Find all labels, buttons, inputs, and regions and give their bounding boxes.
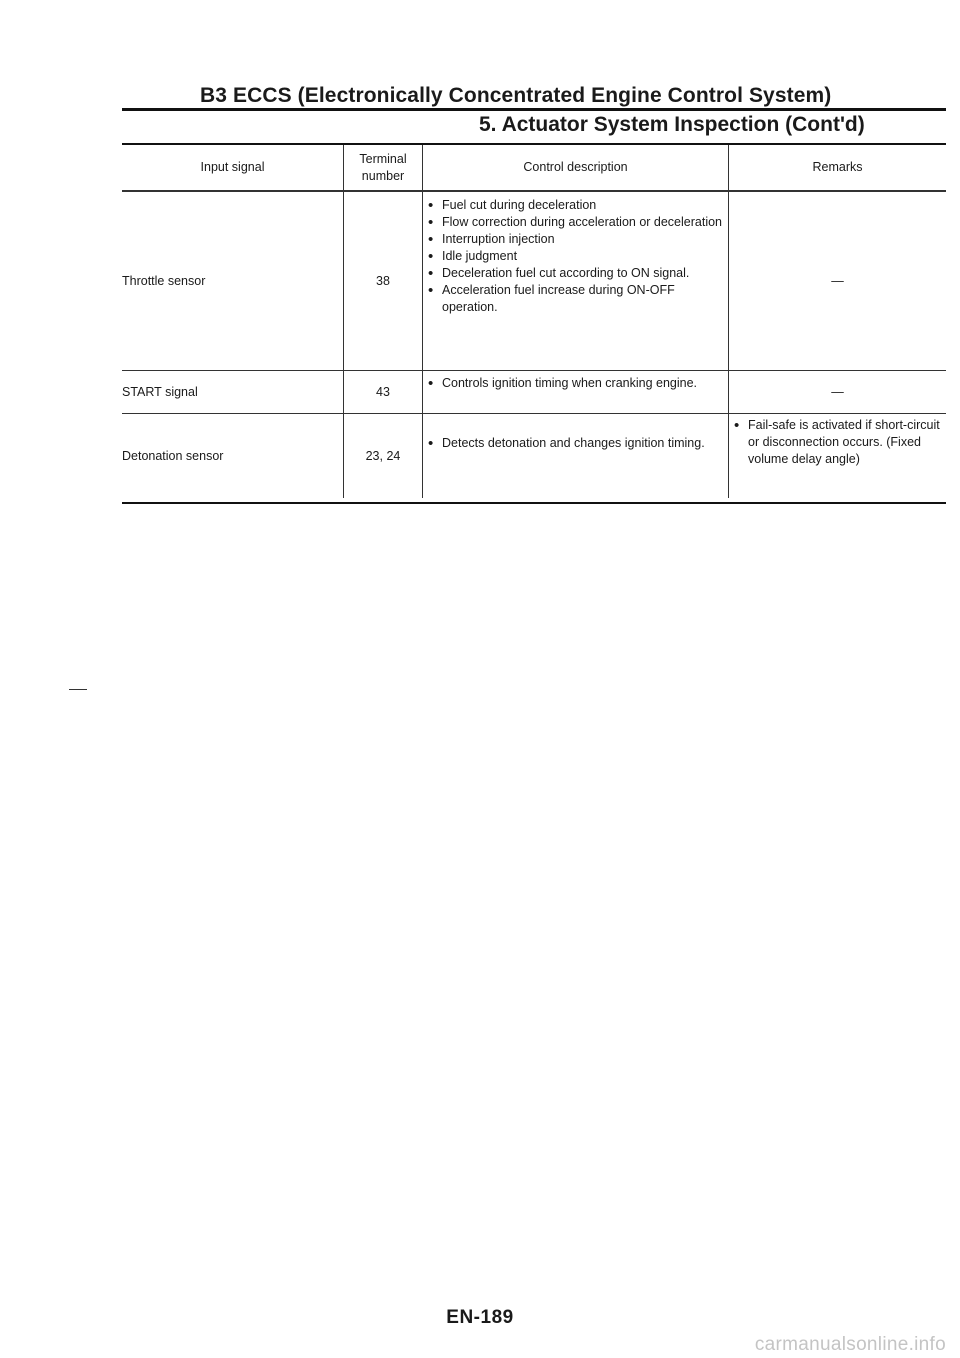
header-remarks: Remarks — [728, 145, 946, 190]
remarks-cell: — — [728, 192, 946, 370]
terminal-cell: 43 — [343, 371, 422, 413]
table-row — [122, 413, 946, 498]
description-cell — [422, 414, 728, 498]
table-bottom-rule — [122, 502, 946, 504]
description-item: • Flow correction during acceleration or deceleration — [428, 214, 722, 231]
remarks-cell — [728, 414, 946, 498]
terminal-cell: 38 — [343, 192, 422, 370]
spec-table — [122, 145, 946, 498]
input-signal-cell: Throttle sensor — [122, 273, 206, 288]
header-terminal-number: Terminal number — [343, 145, 422, 190]
title-rule — [122, 108, 946, 111]
remarks-cell: — — [728, 371, 946, 413]
input-signal-cell: Detonation sensor — [122, 448, 224, 463]
margin-mark — [69, 689, 87, 690]
input-signal-cell: START signal — [122, 384, 198, 399]
page-number: EN-189 — [446, 1307, 514, 1328]
description-cell — [422, 371, 728, 413]
description-item: • Fuel cut during deceleration — [428, 197, 722, 214]
description-item: • Deceleration fuel cut according to ON signal. — [428, 265, 722, 282]
watermark: carmanualsonline.info — [754, 1334, 946, 1355]
description-item: • Interruption injection — [428, 231, 722, 248]
page-title: B3 ECCS (Electronically Concentrated Engine Control System) — [200, 84, 832, 107]
terminal-cell: 23, 24 — [343, 414, 422, 498]
remarks-item: • Fail-safe is activated if short-circuit or disconnection occurs. (Fixed volume delay angle) — [734, 417, 940, 468]
header-input-signal: Input signal — [200, 160, 265, 174]
description-item: • Acceleration fuel increase during ON-OFF operation. — [428, 282, 722, 316]
description-item: • Detects detonation and changes ignition timing. — [428, 435, 722, 452]
header-control-description: Control description — [422, 145, 728, 190]
table-row — [122, 191, 946, 370]
description-item: • Idle judgment — [428, 248, 722, 265]
description-item: • Controls ignition timing when cranking engine. — [428, 375, 722, 392]
table-row — [122, 370, 946, 413]
section-title: 5. Actuator System Inspection (Cont'd) — [479, 113, 865, 136]
description-cell — [422, 192, 728, 370]
table-header-row — [122, 145, 946, 191]
